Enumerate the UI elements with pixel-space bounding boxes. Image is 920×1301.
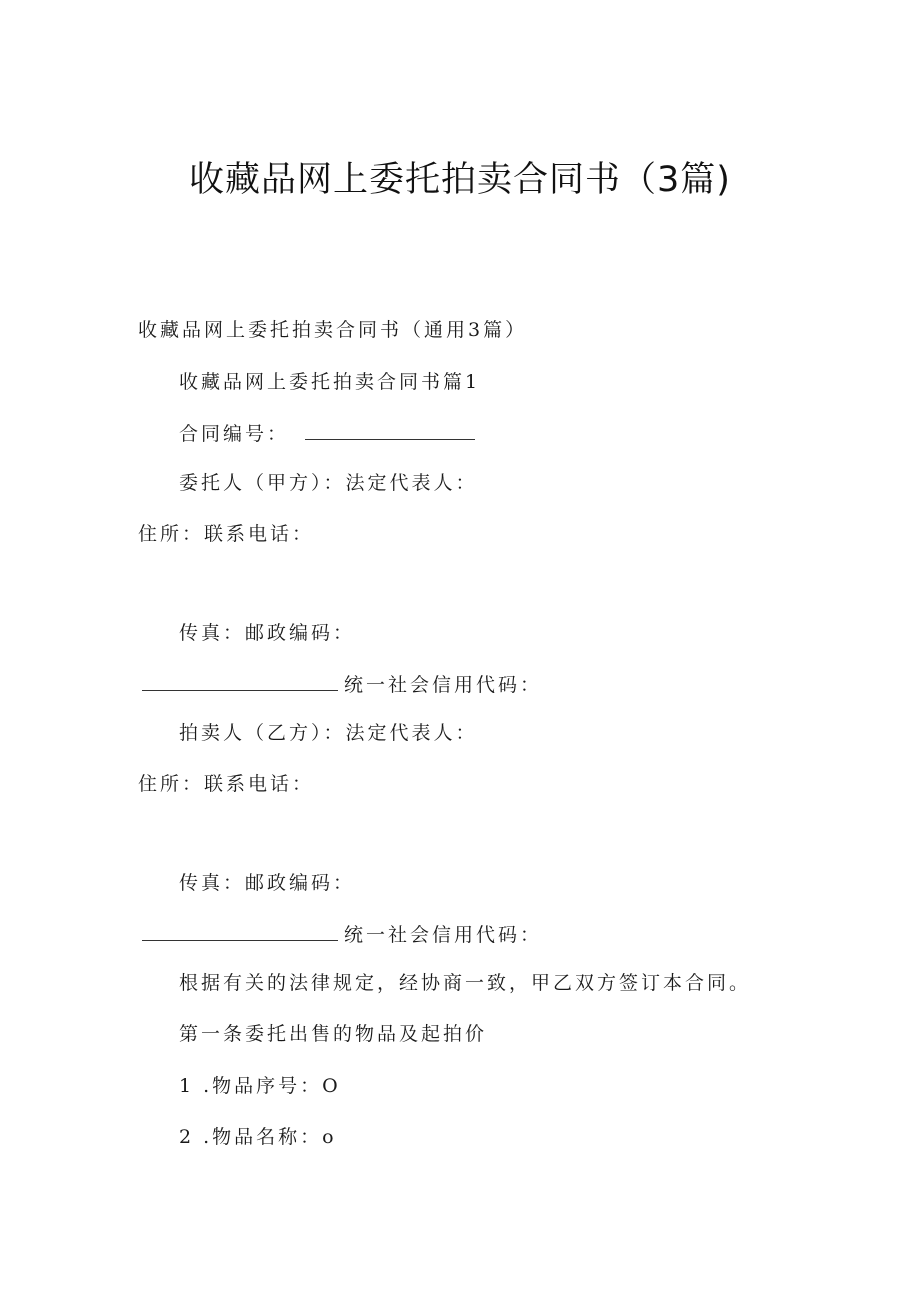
auctioneer-address-line: 住所：联系电话：: [138, 773, 315, 795]
principal-credit-code-line: [142, 672, 542, 697]
auctioneer-fax-line: 传真：邮政编码：: [179, 872, 356, 894]
principal-fax-line: 传真：邮政编码：: [179, 622, 356, 644]
auctioneer-credit-code-line: [142, 922, 542, 947]
article-heading: 第一条委托出售的物品及起拍价: [179, 1023, 488, 1045]
auctioneer-blank: [142, 922, 338, 941]
contract-number-blank: [305, 421, 475, 440]
auctioneer-credit-code-label: 统一社会信用代码：: [344, 924, 543, 946]
document-title: 收藏品网上委托拍卖合同书（3篇): [189, 160, 731, 200]
item-number-line: 1 .物品序号：O: [179, 1075, 341, 1097]
principal-address-line: 住所：联系电话：: [138, 523, 315, 545]
principal-line: 委托人（甲方）：法定代表人：: [179, 472, 478, 494]
principal-credit-code-label: 统一社会信用代码：: [344, 674, 543, 696]
contract-number-line: [179, 421, 475, 446]
auctioneer-line: 拍卖人（乙方）：法定代表人：: [179, 722, 478, 744]
preamble-paragraph: 根据有关的法律规定，经协商一致，甲乙双方签订本合同。: [179, 972, 752, 994]
document-subtitle: 收藏品网上委托拍卖合同书（通用3篇）: [138, 319, 528, 341]
item-name-line: 2 .物品名称：o: [179, 1126, 337, 1148]
part-heading: 收藏品网上委托拍卖合同书篇1: [179, 371, 481, 393]
principal-blank: [142, 672, 338, 691]
contract-number-label: 合同编号：: [179, 423, 290, 445]
